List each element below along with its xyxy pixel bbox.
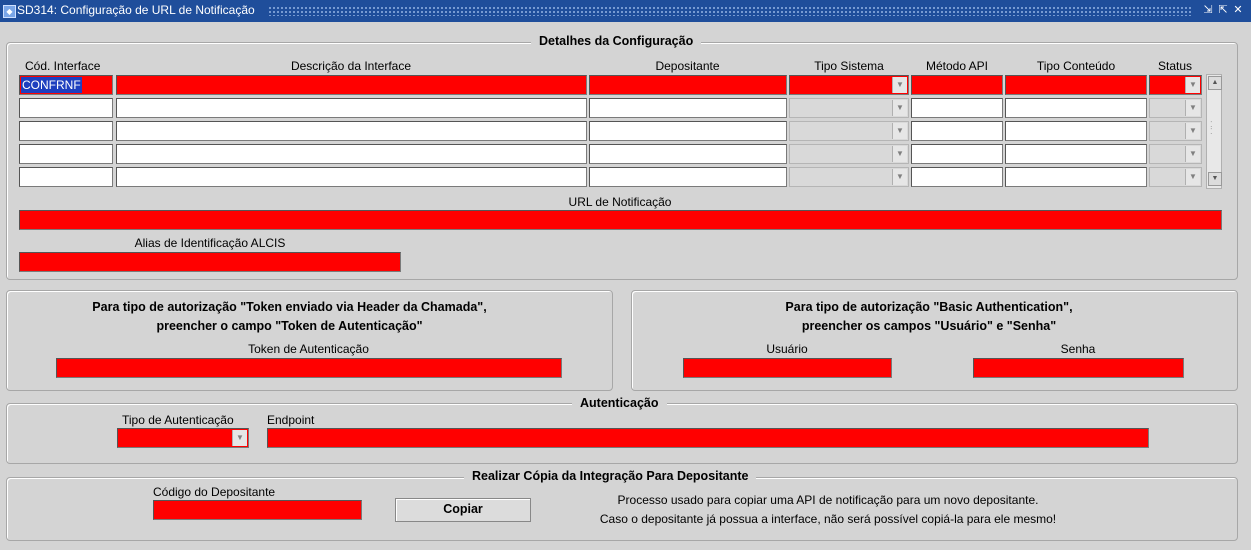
tipo-sistema-select[interactable] bbox=[789, 121, 909, 141]
tipo-conteudo-input[interactable] bbox=[1005, 98, 1147, 118]
alias-label: Alias de Identificação ALCIS bbox=[134, 236, 286, 250]
status-select[interactable] bbox=[1149, 144, 1202, 164]
col-cod-interface: Cód. Interface bbox=[25, 59, 101, 73]
token-instruction-line2: preencher o campo "Token de Autenticação" bbox=[156, 319, 423, 333]
col-tipo-sistema: Tipo Sistema bbox=[814, 59, 884, 73]
close-icon[interactable]: ✕ bbox=[1233, 4, 1243, 16]
descricao-input[interactable] bbox=[116, 121, 587, 141]
chevron-down-icon[interactable]: ▼ bbox=[232, 430, 247, 446]
cod-interface-input[interactable] bbox=[19, 167, 113, 187]
metodo-api-input[interactable] bbox=[911, 167, 1003, 187]
col-status: Status bbox=[1157, 59, 1193, 73]
col-depositante: Depositante bbox=[655, 59, 720, 73]
basic-instruction-line1: Para tipo de autorização "Basic Authentication", bbox=[785, 300, 1073, 314]
tipo-sistema-select[interactable] bbox=[789, 98, 909, 118]
alias-input[interactable] bbox=[19, 252, 401, 272]
config-details-legend: Detalhes da Configuração bbox=[531, 34, 701, 48]
depositante-input[interactable] bbox=[589, 75, 787, 95]
chevron-down-icon[interactable]: ▼ bbox=[1185, 77, 1200, 93]
scroll-down-icon[interactable]: ▼ bbox=[1208, 172, 1222, 186]
chevron-down-icon[interactable]: ▼ bbox=[892, 123, 907, 139]
codigo-depositante-label: Código do Depositante bbox=[153, 485, 276, 499]
usuario-input[interactable] bbox=[683, 358, 892, 378]
basic-instruction-line2: preencher os campos "Usuário" e "Senha" bbox=[801, 319, 1057, 333]
cod-interface-input[interactable] bbox=[19, 75, 113, 95]
chevron-down-icon[interactable]: ▼ bbox=[1185, 169, 1200, 185]
tipo-autenticacao-label: Tipo de Autenticação bbox=[122, 413, 234, 427]
senha-input[interactable] bbox=[973, 358, 1184, 378]
copy-legend: Realizar Cópia da Integração Para Depositante bbox=[464, 469, 756, 483]
token-instruction-line1: Para tipo de autorização "Token enviado via Header da Chamada", bbox=[92, 300, 487, 314]
depositante-input[interactable] bbox=[589, 121, 787, 141]
usuario-label: Usuário bbox=[766, 342, 808, 356]
url-notificacao-label: URL de Notificação bbox=[568, 195, 672, 209]
metodo-api-input[interactable] bbox=[911, 98, 1003, 118]
cod-interface-input[interactable] bbox=[19, 121, 113, 141]
tipo-sistema-select[interactable] bbox=[789, 167, 909, 187]
descricao-input[interactable] bbox=[116, 167, 587, 187]
col-metodo-api: Método API bbox=[925, 59, 989, 73]
cod-interface-value: CONFRNF bbox=[22, 78, 81, 92]
codigo-depositante-input[interactable] bbox=[153, 500, 362, 520]
depositante-input[interactable] bbox=[589, 144, 787, 164]
endpoint-input[interactable] bbox=[267, 428, 1149, 448]
status-select[interactable] bbox=[1149, 98, 1202, 118]
minimize-icon[interactable]: ⇲ bbox=[1203, 4, 1213, 16]
tipo-conteudo-input[interactable] bbox=[1005, 167, 1147, 187]
copy-info-line2: Caso o depositante já possua a interface, não será possível copiá-la para ele mesmo! bbox=[599, 512, 1057, 526]
scroll-up-icon[interactable]: ▲ bbox=[1208, 76, 1222, 90]
descricao-input[interactable] bbox=[116, 98, 587, 118]
metodo-api-input[interactable] bbox=[911, 75, 1003, 95]
cod-interface-input[interactable] bbox=[19, 98, 113, 118]
url-notificacao-input[interactable] bbox=[19, 210, 1222, 230]
window-title-bar bbox=[0, 0, 1251, 22]
app-icon: ◆ bbox=[3, 5, 16, 18]
tipo-sistema-select[interactable] bbox=[789, 144, 909, 164]
status-select[interactable] bbox=[1149, 121, 1202, 141]
tipo-sistema-select[interactable] bbox=[789, 75, 909, 95]
chevron-down-icon[interactable]: ▼ bbox=[892, 100, 907, 116]
token-label: Token de Autenticação bbox=[248, 342, 369, 356]
maximize-icon[interactable]: ⇱ bbox=[1218, 4, 1228, 16]
descricao-input[interactable] bbox=[116, 144, 587, 164]
copiar-button[interactable]: Copiar bbox=[395, 498, 531, 522]
records-scrollbar[interactable] bbox=[1206, 74, 1222, 189]
chevron-down-icon[interactable]: ▼ bbox=[892, 77, 907, 93]
senha-label: Senha bbox=[1060, 342, 1096, 356]
copy-info-line1: Processo usado para copiar uma API de notificação para um novo depositante. bbox=[617, 493, 1039, 507]
endpoint-label: Endpoint bbox=[267, 413, 315, 427]
col-descricao: Descrição da Interface bbox=[290, 59, 412, 73]
chevron-down-icon[interactable]: ▼ bbox=[1185, 123, 1200, 139]
status-select[interactable] bbox=[1149, 75, 1202, 95]
tipo-autenticacao-select[interactable] bbox=[117, 428, 249, 448]
depositante-input[interactable] bbox=[589, 98, 787, 118]
metodo-api-input[interactable] bbox=[911, 144, 1003, 164]
tipo-conteudo-input[interactable] bbox=[1005, 144, 1147, 164]
tipo-conteudo-input[interactable] bbox=[1005, 121, 1147, 141]
chevron-down-icon[interactable]: ▼ bbox=[1185, 146, 1200, 162]
scroll-grip-icon[interactable]: ⁚ ⁚ bbox=[1210, 120, 1213, 136]
title-bar-grip bbox=[268, 6, 1192, 16]
window-title: SD314: Configuração de URL de Notificação bbox=[17, 3, 255, 17]
col-tipo-conteudo: Tipo Conteúdo bbox=[1036, 59, 1116, 73]
metodo-api-input[interactable] bbox=[911, 121, 1003, 141]
depositante-input[interactable] bbox=[589, 167, 787, 187]
tipo-conteudo-input[interactable] bbox=[1005, 75, 1147, 95]
chevron-down-icon[interactable]: ▼ bbox=[892, 146, 907, 162]
token-input[interactable] bbox=[56, 358, 562, 378]
status-select[interactable] bbox=[1149, 167, 1202, 187]
chevron-down-icon[interactable]: ▼ bbox=[1185, 100, 1200, 116]
descricao-input[interactable] bbox=[116, 75, 587, 95]
cod-interface-input[interactable] bbox=[19, 144, 113, 164]
chevron-down-icon[interactable]: ▼ bbox=[892, 169, 907, 185]
auth-legend: Autenticação bbox=[572, 396, 667, 410]
